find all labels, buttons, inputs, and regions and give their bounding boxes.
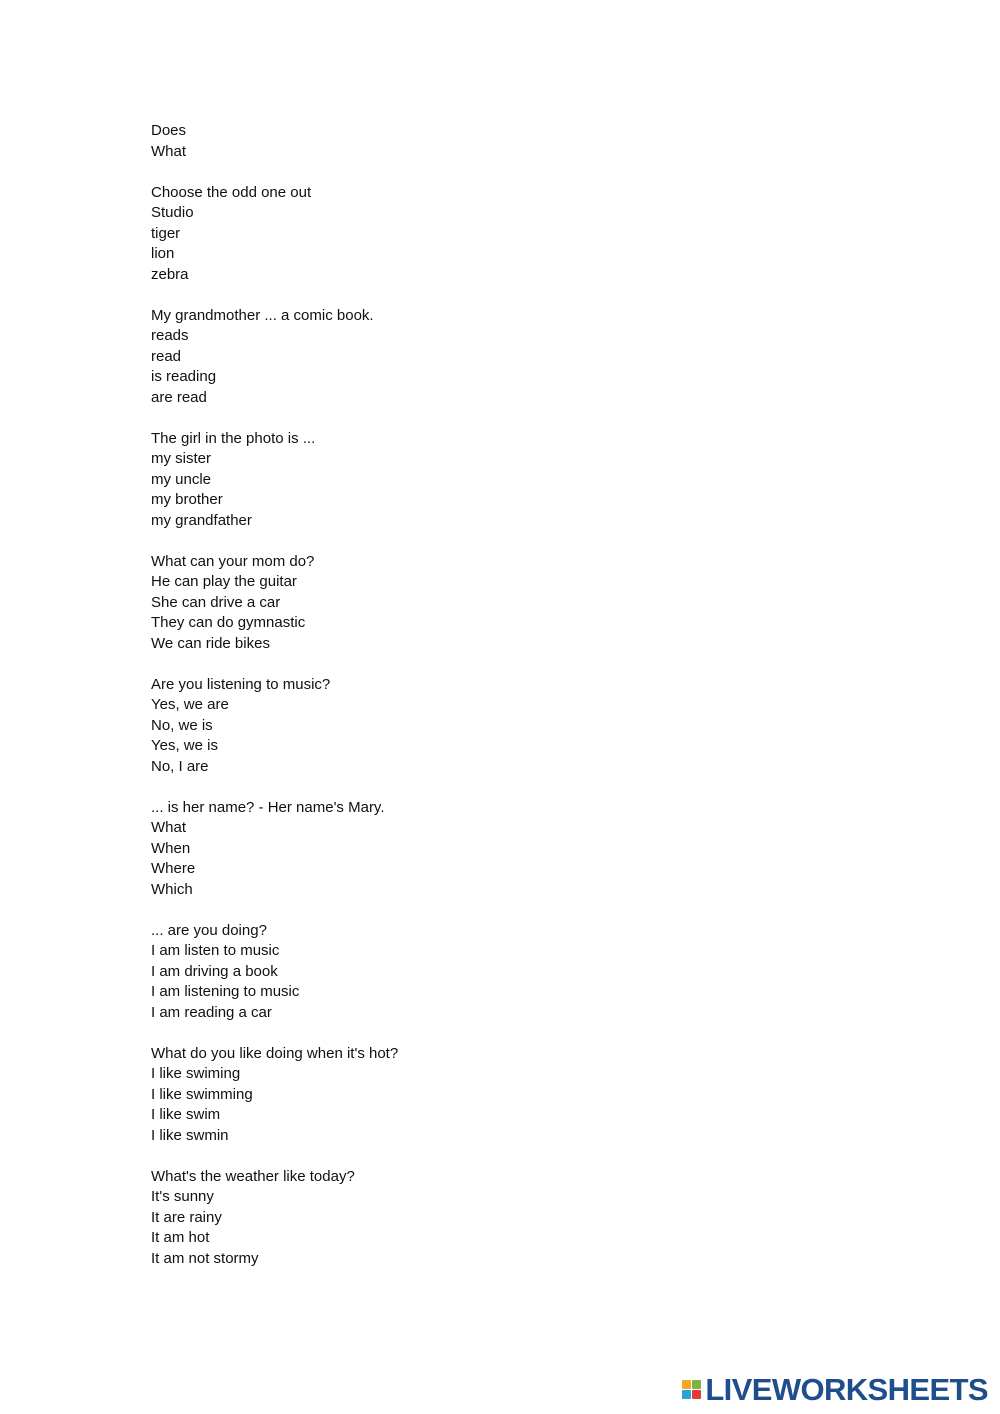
answer-option: Yes, we is [151, 737, 218, 754]
liveworksheets-branding [682, 1371, 988, 1407]
top-line: What [151, 142, 187, 160]
question-prompt: ... is her name? - Her name's Mary. [151, 798, 385, 816]
answer-option: She can drive a car [151, 593, 281, 611]
answer-option: No, I are [151, 757, 209, 775]
answer-option: It's sunny [151, 1188, 214, 1205]
question-block-7 [151, 921, 851, 1024]
question-prompt: What do you like doing when it's hot? [151, 1044, 399, 1062]
answer-option: Which [151, 880, 193, 898]
question-block-6 [151, 798, 851, 901]
answer-option: Studio [151, 204, 194, 221]
answer-option: my brother [151, 491, 223, 508]
answer-option: I like swiming [151, 1065, 241, 1082]
answer-option: They can do gymnastic [151, 614, 306, 631]
top-block [151, 121, 851, 162]
answer-option: When [151, 839, 191, 857]
question-block-9 [151, 1167, 851, 1270]
answer-option: He can play the guitar [151, 573, 297, 590]
answer-option: Where [151, 860, 196, 877]
question-block-3 [151, 429, 851, 532]
logo-square-4 [692, 1390, 701, 1399]
answer-option: It am not stormy [151, 1249, 259, 1267]
answer-option: I like swim [151, 1106, 221, 1123]
answer-option: I like swimming [151, 1085, 253, 1103]
question-prompt: The girl in the photo is ... [151, 429, 316, 447]
question-block-4 [151, 552, 851, 655]
answer-option: I am reading a car [151, 1003, 272, 1021]
answer-option: What [151, 819, 187, 836]
brand-wordmark: LIVEWORKSHEETS [705, 1371, 988, 1407]
answer-option: lion [151, 245, 175, 262]
question-block-1 [151, 183, 851, 286]
answer-option: It are rainy [151, 1208, 222, 1226]
answer-option: my sister [151, 450, 211, 467]
question-prompt: What's the weather like today? [151, 1167, 355, 1185]
answer-option: No, we is [151, 716, 213, 734]
question-prompt: What can your mom do? [151, 552, 315, 570]
worksheet-page [151, 121, 851, 1269]
answer-option: We can ride bikes [151, 634, 270, 652]
answer-option: I am listening to music [151, 983, 300, 1000]
answer-option: my grandfather [151, 511, 252, 529]
answer-option: It am hot [151, 1229, 210, 1246]
question-prompt: ... are you doing? [151, 921, 267, 939]
answer-option: zebra [151, 265, 189, 283]
answer-option: I am driving a book [151, 962, 278, 980]
question-block-5 [151, 675, 851, 778]
question-block-8 [151, 1044, 851, 1147]
answer-option: Yes, we are [151, 696, 229, 713]
logo-square-1 [682, 1380, 691, 1389]
answer-option: reads [151, 327, 189, 344]
answer-option: tiger [151, 224, 181, 242]
logo-square-2 [692, 1380, 701, 1389]
top-line: Does [151, 122, 187, 139]
question-prompt: My grandmother ... a comic book. [151, 306, 374, 324]
question-prompt: Are you listening to music? [151, 675, 331, 693]
answer-option: is reading [151, 368, 217, 385]
answer-option: my uncle [151, 470, 212, 488]
answer-option: I like swmin [151, 1126, 229, 1144]
question-prompt: Choose the odd one out [151, 183, 312, 201]
liveworksheets-logo-icon [682, 1380, 701, 1399]
answer-option: are read [151, 388, 207, 406]
question-block-2 [151, 306, 851, 409]
answer-option: I am listen to music [151, 942, 280, 959]
logo-square-3 [682, 1390, 691, 1399]
answer-option: read [151, 347, 182, 365]
